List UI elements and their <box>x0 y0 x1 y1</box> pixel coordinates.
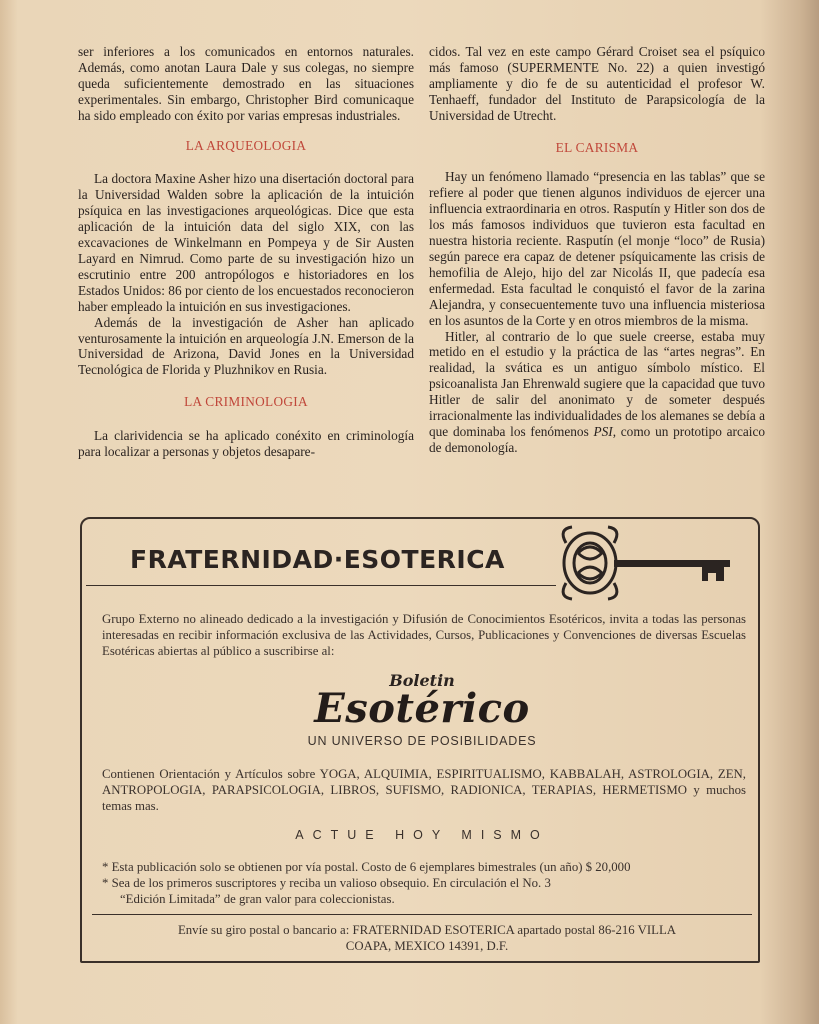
section-heading-carisma: EL CARISMA <box>555 139 639 155</box>
ad-topics-text: Contienen Orientación y Artículos sobre YOGA, ALQUIMIA, ESPIRITUALISMO, KABBALAH, ASTROLOGIA, ZEN, ANTROPOLOGIA, PARAPSICOLOGIA, LIBROS, SUFISMO, RADIONICA, TERAPIAS, HERMETISMO y muchos temas mas. <box>102 767 746 813</box>
paragraph: cidos. Tal vez en este campo Gérard Croiset sea el psíquico más famoso (SUPERMENTE No. 22) a quien investigó ampliamente y dio fe de su autenticidad el profesor W. Tenhaeff, fundador del Instituto de Parapsicología de la Universidad de Utrecht. <box>429 44 765 123</box>
paragraph: Además de la investigación de Asher han aplicado venturosamente la intuición en arqueología J.N. Emerson de la Universidad de Arizona, David Jones en la Universidad Tecnológica de Florida y Pluzhnikov en Rusia. <box>78 314 414 378</box>
section-heading-criminologia: LA CRIMINOLOGIA <box>184 394 308 410</box>
boletin-label: Boletin <box>389 671 455 690</box>
handwritten-margin-mark <box>770 120 800 420</box>
ad-notes <box>102 859 762 907</box>
paragraph: La doctora Maxine Asher hizo una disertación doctoral para la Universidad Walden sobre la aplicación de la intuición psíquica en las investigaciones arqueológicas. Dice que esta aplicación de la intuición data del siglo XIX, con las excavaciones de Winkelmann en Pompeya y de Sir Austen Layard en Nimrud. Como parte de su investigación hizo un escrutinio entre 200 antropólogos e historiadores en los Estados Unidos: 86 por ciento de los encuestados reconocieron haber empleado la intuición en sus investigaciones. <box>78 171 414 314</box>
boletin-title: Esotérico <box>314 685 530 732</box>
note-line: * Sea de los primeros suscriptores y reciba un valioso obsequio. En circulación el No. 3 <box>102 876 551 890</box>
divider <box>86 585 556 586</box>
key-icon <box>556 523 740 601</box>
address-line: COAPA, MEXICO 14391, D.F. <box>345 939 509 953</box>
advertisement-box <box>80 517 760 963</box>
paragraph: La clarividencia se ha aplicado conéxito en criminología para localizar a personas y objetos desapare- <box>78 428 414 460</box>
right-column <box>429 44 765 456</box>
paragraph: ser inferiores a los comunicados en entornos naturales. Además, como anotan Laura Dale y sus colegas, no siempre queda suficientemente demostrado en las situaciones experimentales. Sin embargo, Christopher Bird comunicaque ha sido empleado con éxito por varias empresas industriales. <box>78 44 414 123</box>
note-line: “Edición Limitada” de gran valor para coleccionistas. <box>120 892 395 906</box>
paragraph: Hay un fenómeno llamado “presencia en las tablas” que se refiere al poder que tienen algunos individuos de ejercer una influencia extraordinaria en otros. Rasputín y Hitler son dos de los más famosos individuos que tuvieron esta facultad en nuestra historia reciente. Rasputín (el monje “loco” de Rusia) según parece era capaz de detener psíquicamente las crisis de hemofilia de Alejo, hijo del zar Nicolás II, que padecía esa enfermedad. Esta facultad le conquistó el favor de la zarina Alejandra, y consecuentemente tuvo una influencia misteriosa en los asuntos de la Corte y en otros miembros de la misma. <box>429 169 765 328</box>
call-to-action: ACTUE HOY MISMO <box>295 828 549 842</box>
psi-term: PSI <box>593 423 613 439</box>
ad-intro-text: Grupo Externo no alineado dedicado a la investigación y Difusión de Conocimientos Esotéricos, invita a todas las personas interesadas en recibir información exclusiva de las Actividades, Cursos, Publicaciones y Convenciones de diversas Escuelas Esotéricas abiertas al público a suscribirse al: <box>102 612 746 658</box>
mailing-address <box>122 922 732 954</box>
ad-title: FRATERNIDAD·ESOTERICA <box>130 545 505 574</box>
boletin-subtitle: UN UNIVERSO DE POSIBILIDADES <box>307 734 537 748</box>
divider <box>92 914 752 915</box>
left-column <box>78 44 414 460</box>
note-line: * Esta publicación solo se obtienen por vía postal. Costo de 6 ejemplares bimestrales (un año) $ 20,000 <box>102 860 631 874</box>
section-heading-arqueologia: LA ARQUEOLOGIA <box>185 137 307 153</box>
paragraph-text: Hitler, al contrario de lo que suele creerse, estaba muy metido en el estudio y la práctica de las “artes negras”. En realidad, la svática es un antiguo símbolo místico. El psicoanalista Jan Ehrenwald sugiere que la capacidad que tuvo Hitler de salir del anonimato y de someter después irracionalmente las individualidades de los alemanes se debía a que dominaba los fenómenos <box>429 328 765 439</box>
paragraph <box>429 329 765 456</box>
paragraph-text: , como un prototipo arcaico de demonología. <box>429 423 765 455</box>
address-line: Envíe su giro postal o bancario a: FRATERNIDAD ESOTERICA apartado postal 86-216 VILLA <box>177 923 677 937</box>
